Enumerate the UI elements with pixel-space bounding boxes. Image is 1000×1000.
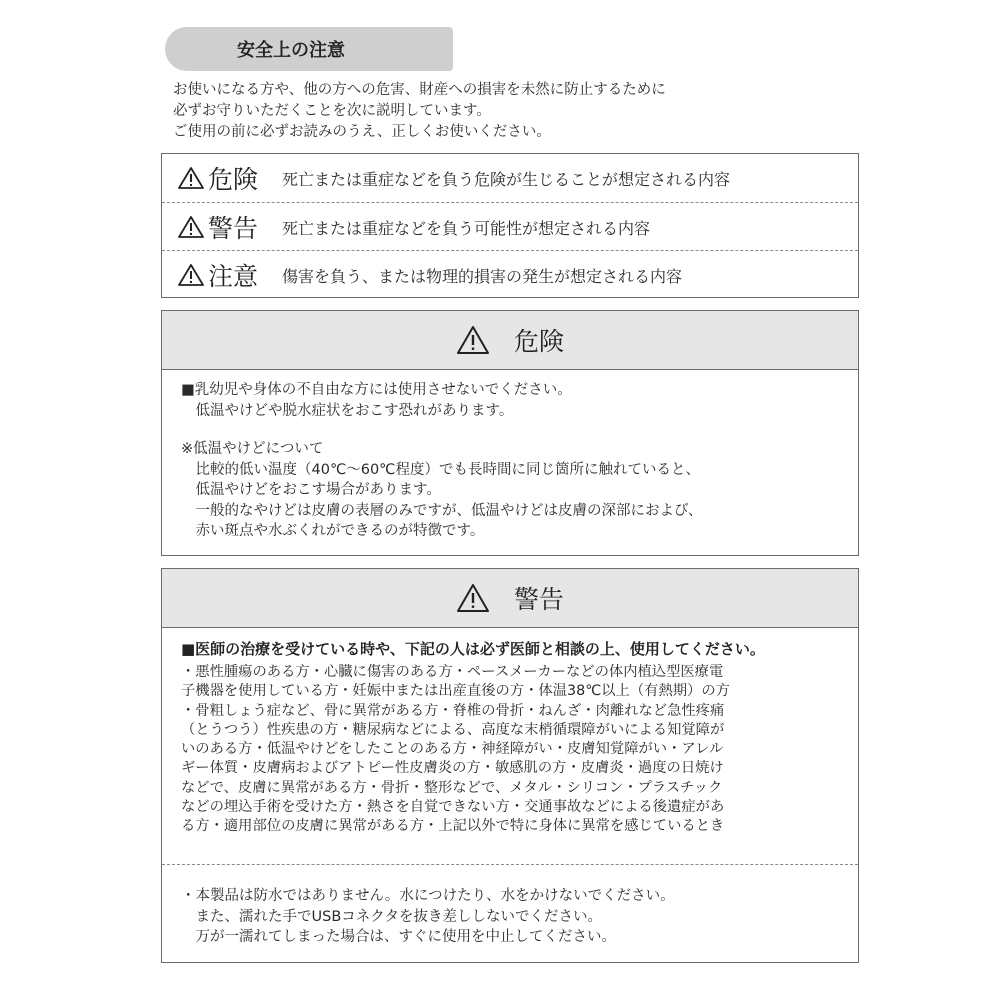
warning-section	[161, 568, 859, 963]
intro-line: 必ずお守りいただくことを次に説明しています。	[173, 103, 491, 119]
text-line: る方・適用部位の皮膚に異常がある方・上記以外で特に身体に異常を感じているとき	[181, 818, 725, 835]
text-line: ・悪性腫瘍のある方・心臓に傷害のある方・ペースメーカーなどの体内植込型医療電	[181, 664, 724, 680]
warning-triangle-icon	[178, 215, 204, 239]
waterproof-note	[181, 886, 675, 948]
danger-header	[162, 311, 858, 370]
legend-description: 傷害を負う、または物理的損害の発生が想定される内容	[282, 266, 683, 286]
text-line: などで、皮膚に異常がある方・骨折・整形などで、メタル・シリコン・プラスチック	[181, 779, 723, 796]
legend-row-warning	[162, 202, 858, 251]
warning-header	[162, 569, 858, 628]
warning-lead: ■医師の治療を受けている時や、下記の人は必ず医師と相談の上、使用してください。	[181, 640, 765, 658]
legend-term: 危険	[208, 165, 259, 194]
text-line: ※低温やけどについて	[181, 441, 324, 457]
danger-notice	[181, 380, 572, 421]
legend-row-caution	[162, 250, 858, 299]
text-line: 万が一濡れてしまった場合は、すぐに使用を中止してください。	[181, 929, 616, 945]
text-line: などの埋込手術を受けた方・熱さを自覚できない方・交通事故などによる後遺症があ	[181, 799, 725, 816]
warning-triangle-icon	[456, 325, 490, 355]
text-line: 赤い斑点や水ぶくれができるのが特徴です。	[181, 523, 485, 539]
section-title-text: 安全上の注意	[237, 40, 345, 61]
low-temp-burn-note	[181, 439, 702, 542]
legend-term: 注意	[208, 262, 259, 291]
text-line: いのある方・低温やけどをしたことのある方・神経障がい・皮膚知覚障がい・アレル	[181, 741, 724, 758]
intro-paragraph	[173, 80, 666, 143]
intro-line: お使いになる方や、他の方への危害、財産への損害を未然に防止するために	[173, 82, 666, 98]
text-line: 低温やけどや脱水症状をおこす恐れがあります。	[181, 402, 514, 419]
legend-row-danger	[162, 154, 858, 202]
dashed-divider	[162, 864, 858, 865]
text-line: ギー体質・皮膚病およびアトピー性皮膚炎の方・敏感肌の方・皮膚炎・過度の日焼け	[181, 760, 724, 777]
legend-term: 警告	[208, 214, 259, 243]
danger-section	[161, 310, 859, 556]
text-line: ・本製品は防水ではありません。水につけたり、水をかけないでください。	[181, 888, 675, 904]
text-line: （とうつう）性疾患の方・糖尿病などによる、高度な末梢循環障がいによる知覚障が	[181, 721, 725, 738]
legend-description: 死亡または重症などを負う危険が生じることが想定される内容	[282, 169, 731, 189]
legend-description: 死亡または重症などを負う可能性が想定される内容	[282, 218, 651, 238]
warning-triangle-icon	[178, 263, 204, 287]
text-line: また、濡れた手でUSBコネクタを抜き差ししないでください。	[181, 908, 602, 925]
text-line: 比較的低い温度（40℃〜60℃程度）でも長時間に同じ箇所に触れていると、	[181, 461, 700, 478]
section-title	[165, 27, 453, 71]
text-line: 子機器を使用している方・妊娠中または出産直後の方・体温38℃以上（有熱期）の方	[181, 683, 730, 700]
text-line: 低温やけどをおこす場合があります。	[181, 482, 441, 498]
warning-triangle-icon	[178, 166, 204, 190]
text-line: 一般的なやけどは皮膚の表層のみですが、低温やけどは皮膚の深部におよび、	[181, 502, 703, 519]
warning-title: 警告	[513, 585, 564, 614]
warning-conditions-list	[181, 663, 730, 837]
intro-line: ご使用の前に必ずお読みのうえ、正しくお使いください。	[173, 124, 551, 140]
hazard-legend	[161, 153, 859, 298]
danger-title: 危険	[513, 327, 564, 356]
text-line: ■乳幼児や身体の不自由な方には使用させないでください。	[181, 382, 572, 398]
warning-triangle-icon	[456, 583, 490, 613]
text-line: ・骨粗しょう症など、骨に異常がある方・脊椎の骨折・ねんざ・肉離れなど急性疼痛	[181, 702, 725, 719]
